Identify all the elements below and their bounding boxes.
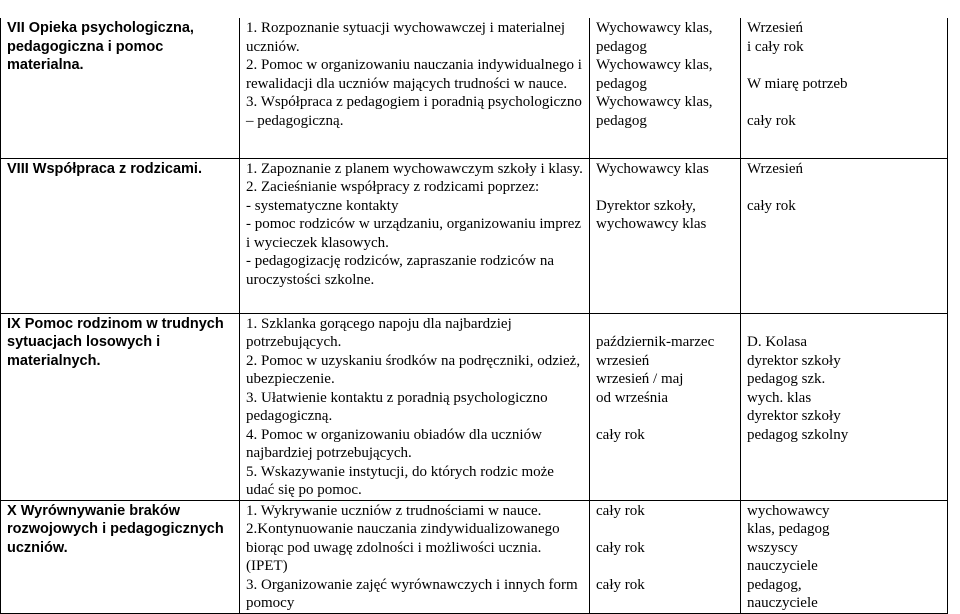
task-item: 1. Zapoznanie z planem wychowawczym szkoły i klasy. — [246, 160, 583, 177]
responsible-item: październik-marzec — [596, 334, 715, 350]
task-item: 4. Pomoc w organizowaniu obiadów dla uczniów najbardziej potrzebujących. — [246, 426, 546, 461]
term-item: cały rok — [747, 112, 796, 129]
task-item: - systematyczne kontakty — [246, 197, 399, 214]
term-item: wych. klas — [747, 389, 812, 406]
plan-row — [1, 18, 948, 158]
term-item: dyrektor szkoły — [747, 352, 841, 369]
term-item — [747, 56, 941, 75]
responsible-cell — [590, 158, 741, 313]
tasks-cell — [240, 18, 590, 158]
term-item — [747, 315, 941, 334]
term-item: pedagog szk. — [747, 371, 826, 387]
term-cell — [741, 500, 948, 613]
term-item: wszyscy — [747, 539, 798, 556]
plan-row — [1, 500, 948, 613]
responsible-item: wrzesień / maj — [596, 371, 684, 387]
plan-row — [1, 158, 948, 313]
task-item: 2. Pomoc w uzyskaniu środków na podręczniki, odzież, ubezpieczenie. — [246, 352, 584, 387]
task-item: 1. Szklanka gorącego napoju dla najbardziej potrzebujących. — [246, 315, 516, 350]
term-item: nauczyciele — [747, 595, 818, 611]
responsible-item: od września — [596, 389, 669, 406]
area-cell — [1, 18, 240, 158]
responsible-item — [596, 315, 734, 334]
task-item: - pomoc rodziców w urządzaniu, organizowaniu imprez i wycieczek klasowych. — [246, 216, 585, 251]
responsible-item: Dyrektor szkoły, — [596, 197, 696, 214]
area-title: VIII Współpraca z rodzicami. — [7, 160, 202, 177]
task-item: 2.Kontynuowanie nauczania zindywidualizowanego biorąc pod uwagę zdolności i możliwości ucznia. (IPET) — [246, 521, 564, 574]
responsible-cell — [590, 18, 741, 158]
responsible-item — [596, 557, 734, 576]
area-cell — [1, 158, 240, 313]
term-item: i cały rok — [747, 38, 804, 55]
task-item: - pedagogizację rodziców, zapraszanie rodziców na uroczystości szkolne. — [246, 253, 558, 288]
responsible-item: Wychowawcy klas, pedagog — [596, 94, 717, 129]
responsible-item — [596, 520, 734, 539]
tasks-cell — [240, 158, 590, 313]
term-cell — [741, 313, 948, 500]
responsible-item: cały rok — [596, 426, 645, 443]
term-cell — [741, 158, 948, 313]
area-cell — [1, 313, 240, 500]
responsible-item — [596, 178, 734, 197]
responsible-item: wrzesień — [596, 352, 650, 369]
responsible-item — [596, 407, 734, 426]
term-item: dyrektor szkoły — [747, 408, 841, 424]
term-item: Wrzesień — [747, 20, 804, 36]
tasks-cell — [240, 500, 590, 613]
task-item: 1. Rozpoznanie sytuacji wychowawczej i materialnej uczniów. — [246, 20, 569, 55]
area-title: IX Pomoc rodzinom w trudnych sytuacjach losowych i materialnych. — [7, 315, 224, 369]
term-item: Wrzesień — [747, 160, 804, 177]
area-cell — [1, 500, 240, 613]
responsible-item: Wychowawcy klas — [596, 160, 709, 177]
task-item: 3. Współpraca z pedagogiem i poradnią psychologiczno – pedagogiczną. — [246, 94, 586, 129]
responsible-cell — [590, 313, 741, 500]
term-item: nauczyciele — [747, 558, 818, 574]
responsible-cell — [590, 500, 741, 613]
area-title: X Wyrównywanie braków rozwojowych i pedagogicznych uczniów. — [7, 502, 224, 556]
area-title: VII Opieka psychologiczna, pedagogiczna i pomoc materialna. — [7, 20, 194, 73]
task-item: 2. Zacieśnianie współpracy z rodzicami poprzez: — [246, 179, 540, 195]
task-item: 3. Ułatwienie kontaktu z poradnią psychologiczno pedagogiczną. — [246, 389, 552, 424]
term-item: W miarę potrzeb — [747, 75, 848, 92]
task-item: 1. Wykrywanie uczniów z trudnościami w nauce. — [246, 502, 542, 519]
responsible-item: Wychowawcy klas, pedagog — [596, 57, 717, 92]
responsible-item: wychowawcy klas — [596, 216, 707, 232]
plan-row — [1, 313, 948, 500]
plan-table-body — [1, 18, 948, 613]
term-item: pedagog szkolny — [747, 426, 849, 443]
responsible-item: cały rok — [596, 576, 645, 593]
tasks-cell — [240, 313, 590, 500]
task-item: 2. Pomoc w organizowaniu nauczania indywidualnego i rewalidacji dla uczniów mających trudności w nauce. — [246, 57, 586, 92]
responsible-item: Wychowawcy klas, pedagog — [596, 20, 717, 55]
term-item — [747, 178, 941, 197]
term-item: cały rok — [747, 197, 796, 214]
term-cell — [741, 18, 948, 158]
term-item: D. Kolasa — [747, 334, 807, 350]
term-item: klas, pedagog — [747, 521, 830, 537]
responsible-item: cały rok — [596, 502, 645, 519]
plan-table — [0, 18, 948, 614]
responsible-item: cały rok — [596, 539, 645, 556]
task-item: 3. Organizowanie zajęć wyrównawczych i innych form pomocy — [246, 576, 582, 611]
term-item — [747, 93, 941, 112]
term-item: wychowawcy — [747, 502, 830, 519]
term-item: pedagog, — [747, 576, 802, 593]
task-item: 5. Wskazywanie instytucji, do których rodzic może udać się po pomoc. — [246, 463, 558, 498]
